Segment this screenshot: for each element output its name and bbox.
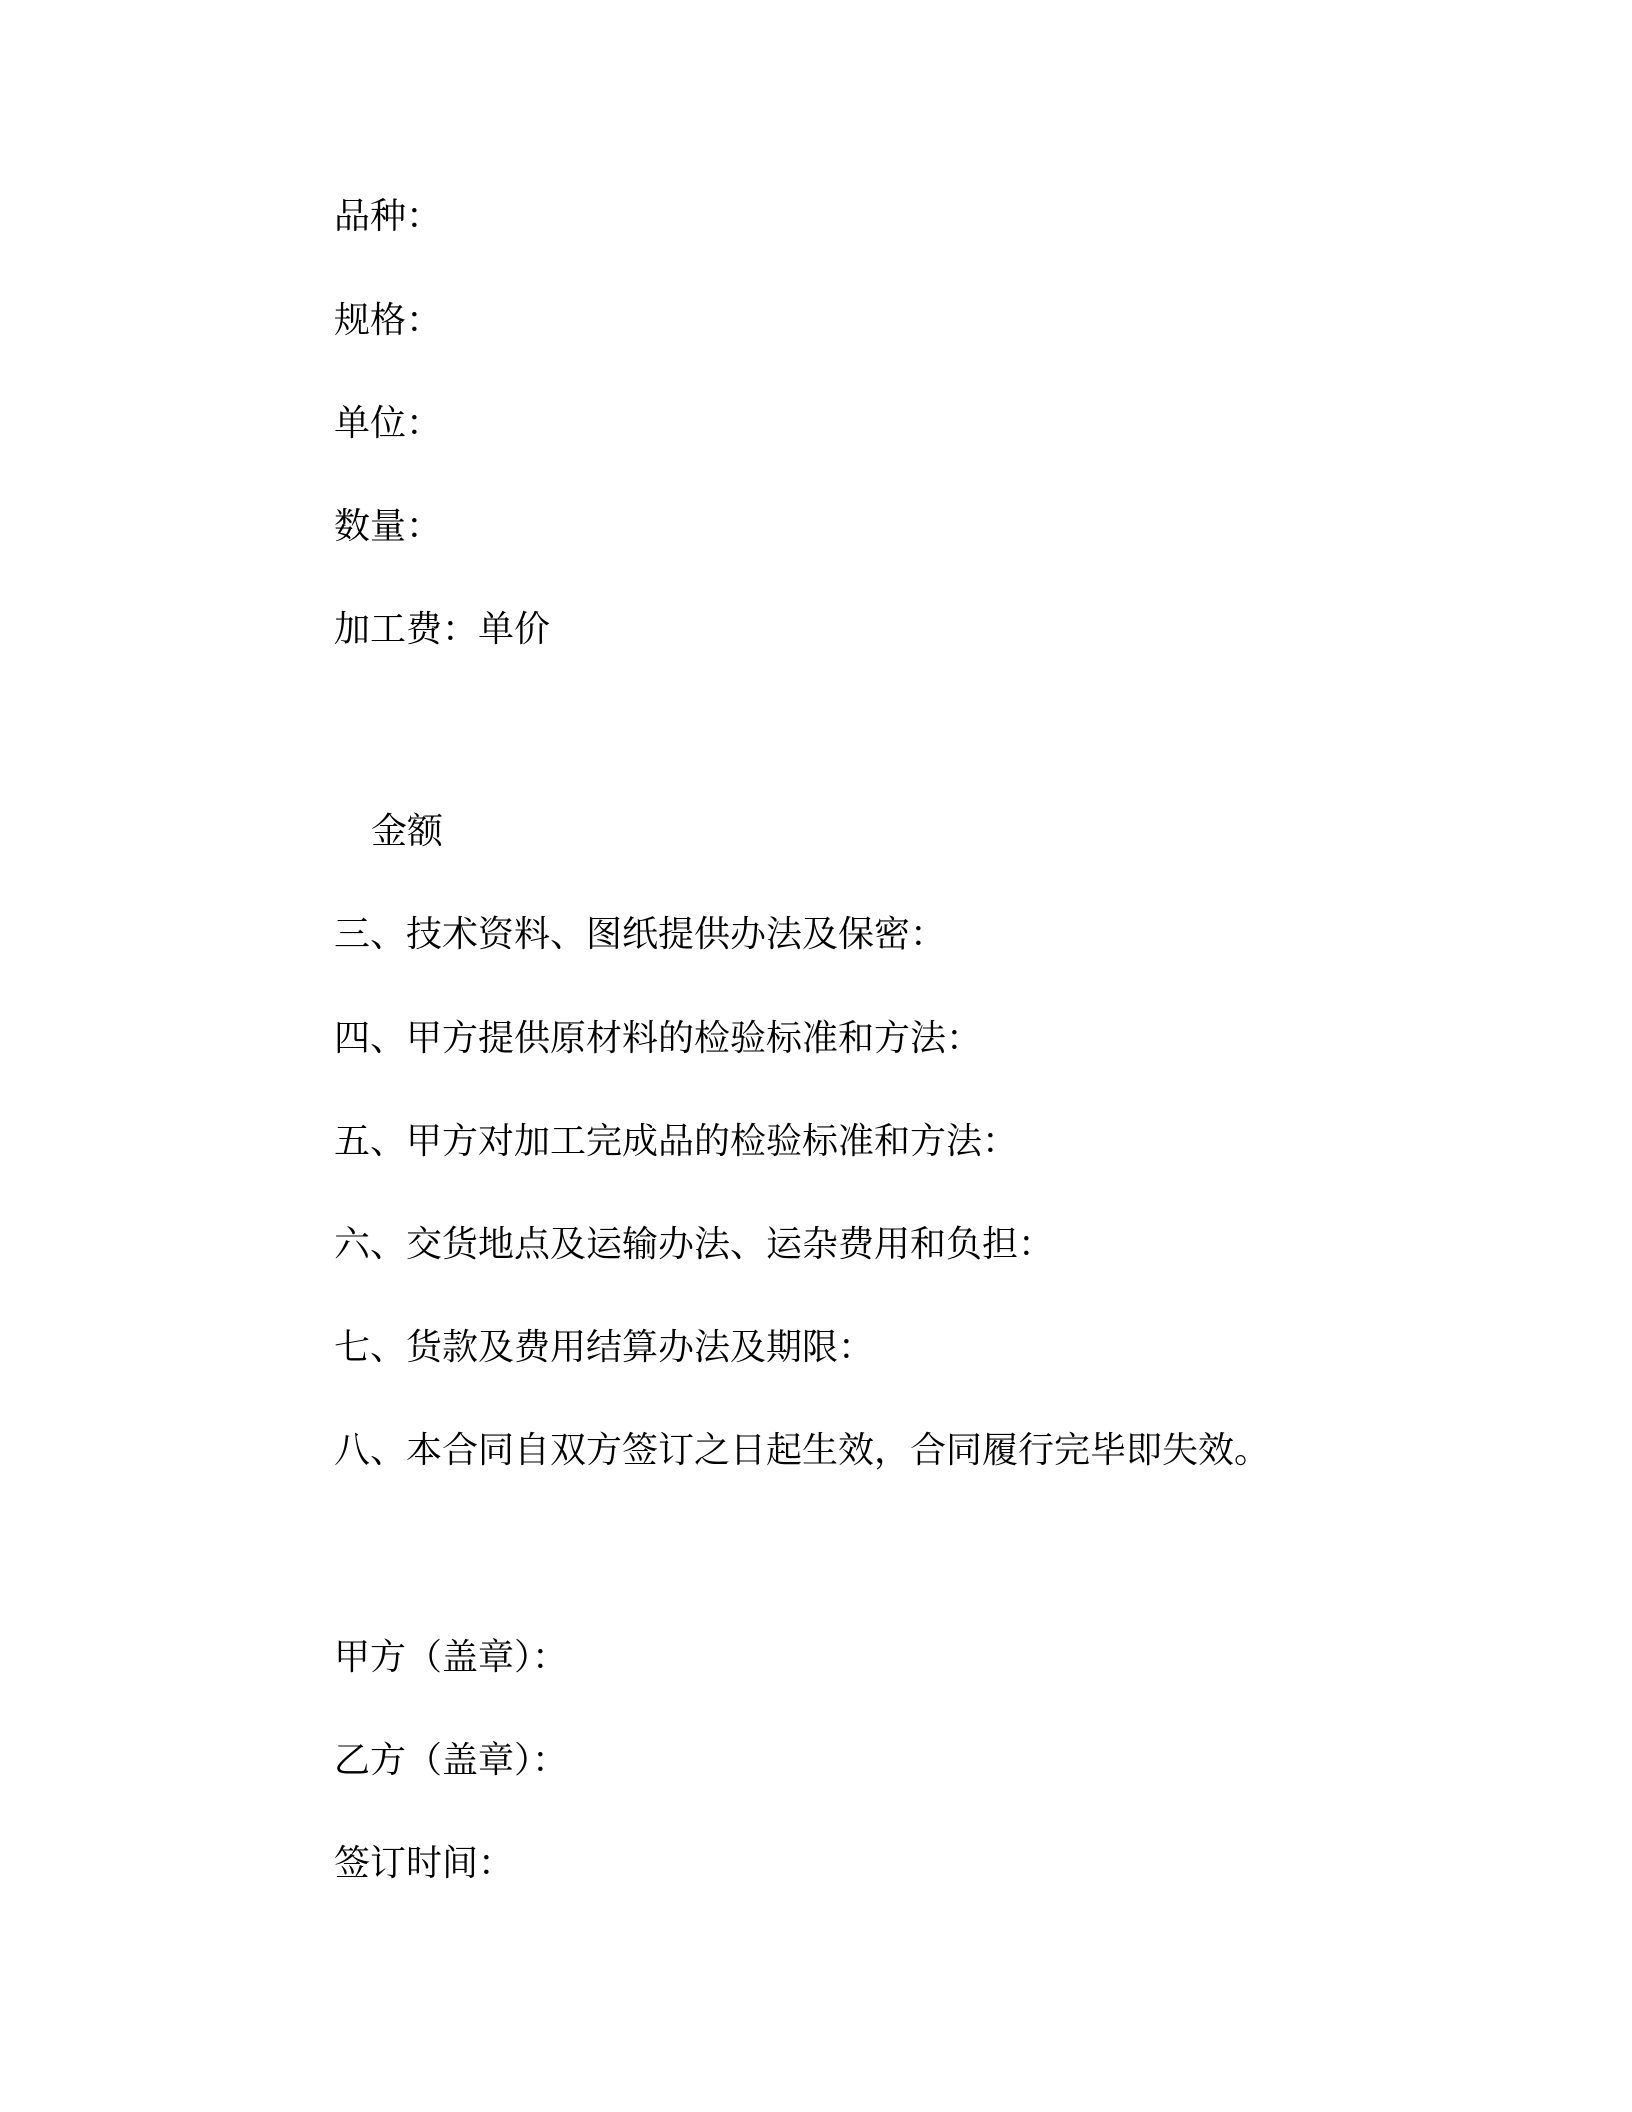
clause-4: 四、甲方提供原材料的检验标准和方法： <box>334 1018 983 1059</box>
signing-date: 签订时间： <box>334 1843 515 1884</box>
clause-8: 八、本合同自双方签订之日起生效，合同履行完毕即失效。 <box>334 1430 1271 1471</box>
clause-7: 七、货款及费用结算办法及期限： <box>334 1327 875 1368</box>
clause-6: 六、交货地点及运输办法、运杂费用和负担： <box>334 1224 1055 1265</box>
field-processing-fee: 加工费：单价 <box>334 609 551 650</box>
field-variety: 品种： <box>334 196 443 237</box>
signature-party-b: 乙方（盖章）： <box>334 1740 569 1781</box>
field-amount: 金额 <box>371 811 444 852</box>
signature-party-a: 甲方（盖章）： <box>334 1637 569 1678</box>
field-specification: 规格： <box>334 300 443 341</box>
clause-3: 三、技术资料、图纸提供办法及保密： <box>334 914 947 955</box>
field-unit: 单位： <box>334 403 443 444</box>
clause-5: 五、甲方对加工完成品的检验标准和方法： <box>334 1121 1019 1162</box>
field-quantity: 数量： <box>334 506 443 547</box>
